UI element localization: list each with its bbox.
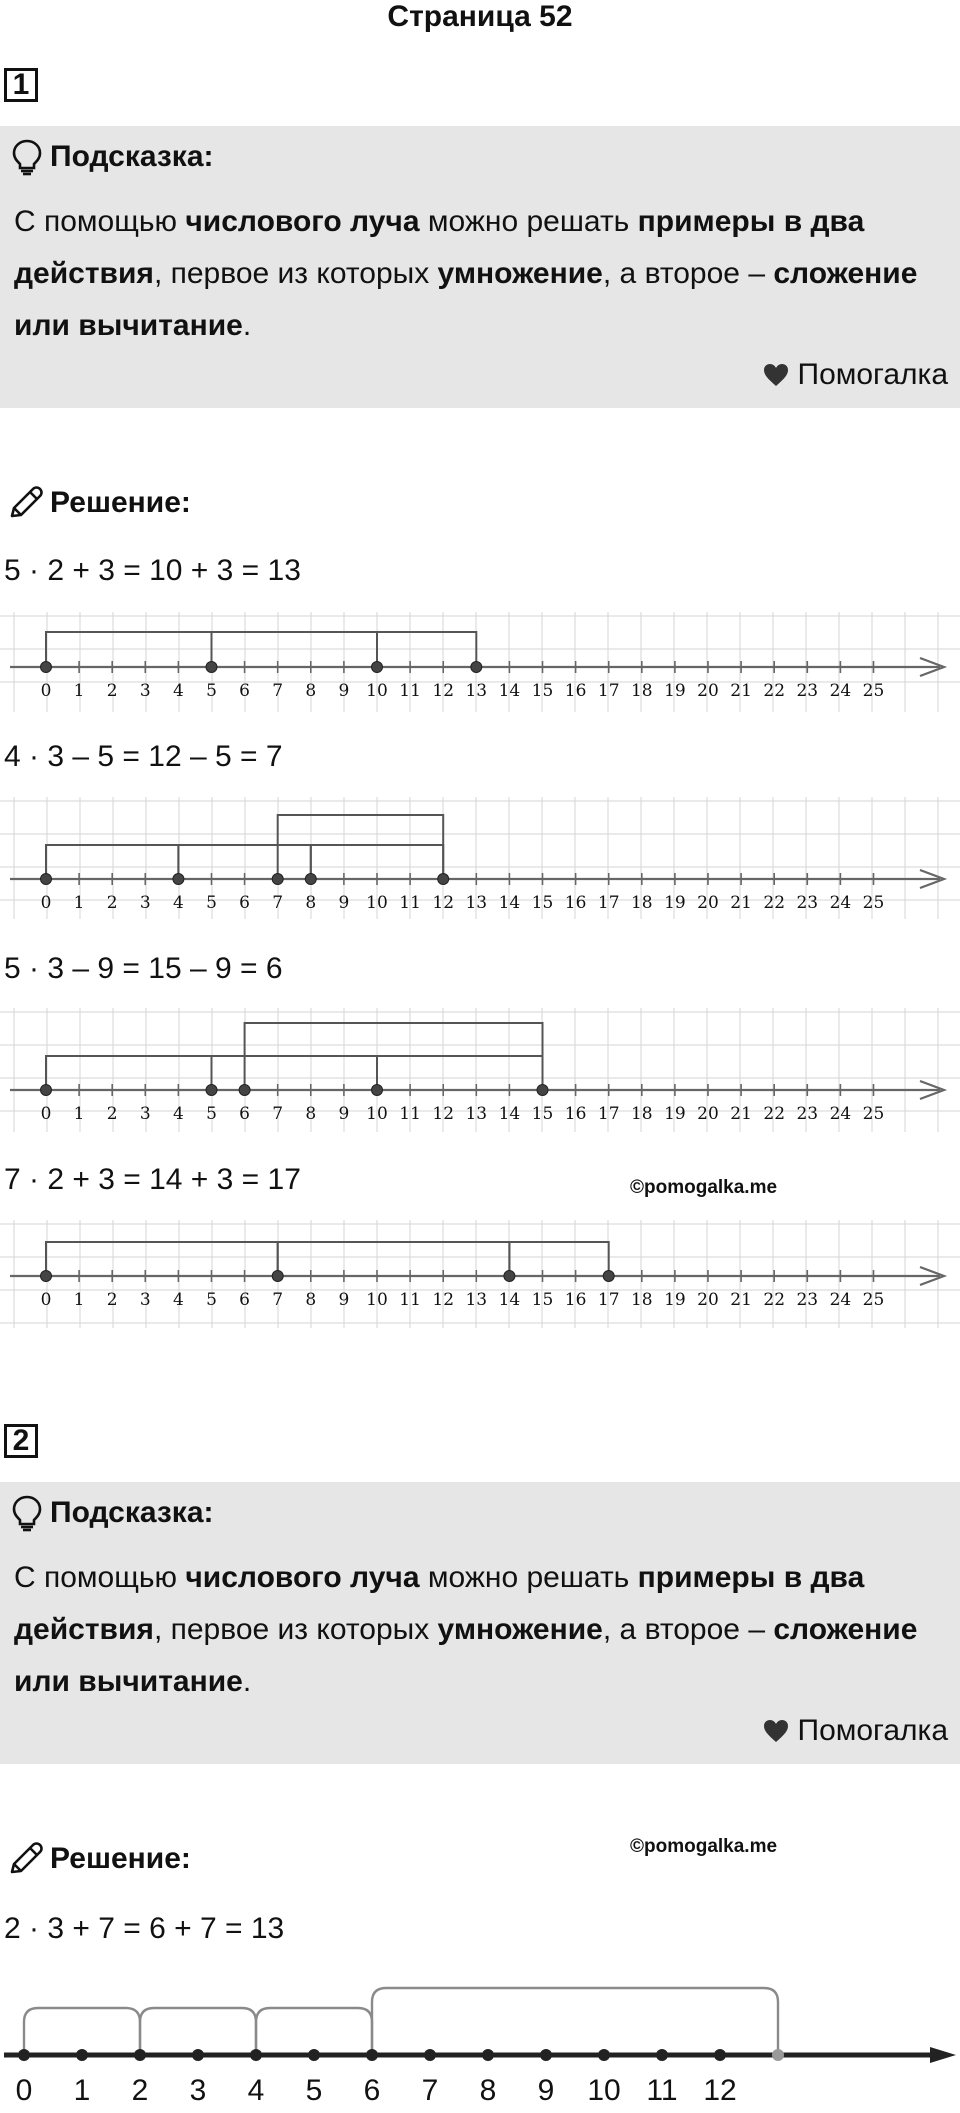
tick-label: 19 bbox=[664, 1104, 686, 1124]
jump-arc bbox=[46, 1056, 212, 1090]
tick-label: 8 bbox=[305, 1104, 317, 1124]
tick-label: 21 bbox=[730, 681, 752, 701]
tick-label: 0 bbox=[40, 1104, 52, 1124]
number-line-1 bbox=[0, 612, 960, 712]
point-dot bbox=[305, 874, 316, 885]
tick-label: 2 bbox=[106, 893, 118, 913]
tick-label: 25 bbox=[862, 893, 885, 913]
point-dot bbox=[603, 1271, 614, 1282]
point-dot bbox=[424, 2049, 436, 2061]
tick-label: 22 bbox=[763, 681, 786, 701]
equation-5: 2 · 3 + 7 = 6 + 7 = 13 bbox=[4, 1912, 285, 1945]
tick-label: 17 bbox=[597, 1104, 620, 1124]
brand-name: Помогалка bbox=[797, 1714, 948, 1747]
tick-label: 14 bbox=[498, 1104, 521, 1124]
tick-label: 2 bbox=[106, 681, 118, 701]
point-dot bbox=[41, 1085, 52, 1096]
point-dot bbox=[41, 662, 52, 673]
tick-label: 20 bbox=[697, 893, 719, 913]
tick-label: 0 bbox=[40, 1290, 52, 1310]
tick-label: 0 bbox=[15, 2074, 33, 2107]
tick-label: 15 bbox=[531, 1290, 554, 1310]
tick-label: 1 bbox=[73, 681, 85, 701]
tick-label: 23 bbox=[796, 893, 819, 913]
tick-label: 14 bbox=[498, 893, 521, 913]
tick-label: 2 bbox=[131, 2074, 149, 2107]
tick-label: 11 bbox=[399, 1104, 421, 1124]
point-dot bbox=[308, 2049, 320, 2061]
tick-label: 2 bbox=[106, 1104, 118, 1124]
tick-label: 3 bbox=[139, 1104, 151, 1124]
watermark: ©pomogalka.me bbox=[630, 1177, 778, 1198]
equation-2: 4 · 3 – 5 = 12 – 5 = 7 bbox=[4, 740, 283, 773]
tick-label: 13 bbox=[465, 1290, 488, 1310]
tick-label: 13 bbox=[465, 681, 488, 701]
tick-label: 18 bbox=[630, 893, 653, 913]
tick-label: 1 bbox=[73, 1290, 85, 1310]
tick-label: 21 bbox=[730, 893, 752, 913]
tick-label: 10 bbox=[366, 1104, 388, 1124]
solution-label: Решение: bbox=[50, 486, 191, 519]
tick-label: 1 bbox=[73, 1104, 85, 1124]
equation-3: 5 · 3 – 9 = 15 – 9 = 6 bbox=[4, 952, 283, 985]
tick-label: 11 bbox=[399, 1290, 421, 1310]
tick-label: 8 bbox=[305, 1290, 317, 1310]
point-dot bbox=[239, 1085, 250, 1096]
point-dot bbox=[272, 874, 283, 885]
tick-label: 4 bbox=[172, 1290, 184, 1310]
tick-label: 6 bbox=[239, 681, 251, 701]
tick-label: 8 bbox=[305, 681, 317, 701]
number-line-2 bbox=[0, 797, 960, 919]
tick-label: 15 bbox=[531, 681, 554, 701]
brand-label bbox=[762, 358, 949, 392]
tick-label: 23 bbox=[796, 1104, 819, 1124]
tick-label: 17 bbox=[597, 893, 620, 913]
lightbulb-icon bbox=[10, 1494, 44, 1532]
tick-label: 10 bbox=[587, 2074, 621, 2107]
tick-label: 1 bbox=[73, 893, 85, 913]
tick-label: 13 bbox=[465, 893, 488, 913]
tick-label: 14 bbox=[498, 1290, 521, 1310]
point-dot bbox=[206, 1085, 217, 1096]
tick-label: 8 bbox=[479, 2074, 497, 2107]
point-dot bbox=[540, 2049, 552, 2061]
point-dot bbox=[598, 2049, 610, 2061]
tick-label: 22 bbox=[763, 893, 786, 913]
jump-arc bbox=[377, 1056, 543, 1090]
tick-label: 16 bbox=[564, 1104, 587, 1124]
brand-label bbox=[762, 1714, 949, 1748]
tick-label: 6 bbox=[239, 893, 251, 913]
tick-label: 18 bbox=[630, 681, 653, 701]
point-dot bbox=[366, 2049, 378, 2061]
tick-label: 18 bbox=[630, 1104, 653, 1124]
tick-label: 7 bbox=[272, 1104, 284, 1124]
tick-label: 12 bbox=[432, 1290, 455, 1310]
tick-label: 7 bbox=[272, 893, 284, 913]
point-dot bbox=[537, 1085, 548, 1096]
tick-label: 11 bbox=[646, 2074, 678, 2107]
axis-arrow bbox=[930, 2047, 956, 2063]
watermark: ©pomogalka.me bbox=[630, 1836, 778, 1857]
tick-label: 4 bbox=[172, 1104, 184, 1124]
hint-text: С помощью числового луча можно решать примеры в два действия, первое из которых умножение, а второе – сложение или вычитание. bbox=[14, 1561, 918, 1698]
point-dot bbox=[41, 874, 52, 885]
point-dot bbox=[482, 2049, 494, 2061]
heart-icon bbox=[762, 1718, 790, 1744]
jump-arc bbox=[212, 1056, 378, 1090]
tick-label: 5 bbox=[206, 1104, 217, 1124]
jump-arc bbox=[140, 2008, 256, 2055]
tick-label: 4 bbox=[247, 2074, 265, 2107]
pencil-icon bbox=[6, 1840, 44, 1878]
tick-label: 10 bbox=[366, 681, 388, 701]
tick-label: 23 bbox=[796, 681, 819, 701]
tick-label: 20 bbox=[697, 681, 719, 701]
tick-label: 10 bbox=[366, 1290, 388, 1310]
tick-label: 12 bbox=[432, 1104, 455, 1124]
tick-label: 22 bbox=[763, 1104, 786, 1124]
equation-1: 5 · 2 + 3 = 10 + 3 = 13 bbox=[4, 554, 301, 587]
tick-label: 15 bbox=[531, 893, 554, 913]
tick-label: 1 bbox=[73, 2074, 91, 2107]
tick-label: 3 bbox=[139, 681, 151, 701]
tick-label: 9 bbox=[338, 893, 350, 913]
solution-label: Решение: bbox=[50, 1842, 191, 1875]
tick-label: 16 bbox=[564, 893, 587, 913]
tick-label: 19 bbox=[664, 681, 686, 701]
tick-label: 0 bbox=[40, 893, 52, 913]
point-dot bbox=[250, 2049, 262, 2061]
jump-arc bbox=[278, 1242, 510, 1276]
equation-4: 7 · 2 + 3 = 14 + 3 = 17 bbox=[4, 1163, 301, 1196]
tick-label: 25 bbox=[862, 1104, 885, 1124]
tick-label: 6 bbox=[239, 1290, 251, 1310]
tick-label: 14 bbox=[498, 681, 521, 701]
point-dot bbox=[134, 2049, 146, 2061]
point-dot bbox=[18, 2049, 30, 2061]
tick-label: 8 bbox=[305, 893, 317, 913]
hint-box-2 bbox=[0, 1482, 960, 1764]
jump-arc bbox=[24, 2008, 140, 2055]
tick-label: 18 bbox=[630, 1290, 653, 1310]
point-dot bbox=[41, 1271, 52, 1282]
tick-label: 3 bbox=[189, 2074, 207, 2107]
tick-label: 16 bbox=[564, 681, 587, 701]
pencil-icon bbox=[6, 484, 44, 522]
lightbulb-icon bbox=[10, 138, 44, 176]
tick-label: 17 bbox=[597, 1290, 620, 1310]
solution-header-2 bbox=[6, 1840, 191, 1878]
hint-label: Подсказка: bbox=[50, 140, 214, 173]
tick-label: 9 bbox=[537, 2074, 555, 2107]
tick-label: 24 bbox=[829, 1104, 852, 1124]
tick-label: 7 bbox=[421, 2074, 439, 2107]
hint-header bbox=[10, 1494, 214, 1532]
tick-label: 20 bbox=[697, 1104, 719, 1124]
point-dot bbox=[192, 2049, 204, 2061]
task-number-1: 1 bbox=[4, 68, 38, 102]
tick-label: 24 bbox=[829, 893, 852, 913]
solution-header-1 bbox=[6, 484, 191, 522]
page-title: Страница 52 bbox=[387, 0, 573, 33]
jump-arc bbox=[256, 2008, 372, 2055]
tick-label: 19 bbox=[664, 893, 686, 913]
point-dot bbox=[471, 662, 482, 673]
point-dot bbox=[206, 662, 217, 673]
tick-label: 0 bbox=[40, 681, 52, 701]
point-dot bbox=[76, 2049, 88, 2061]
hint-header bbox=[10, 138, 214, 176]
tick-label: 11 bbox=[399, 681, 421, 701]
tick-label: 13 bbox=[465, 1104, 488, 1124]
tick-label: 6 bbox=[239, 1104, 251, 1124]
heart-icon bbox=[762, 362, 790, 388]
point-dot bbox=[714, 2049, 726, 2061]
point-dot bbox=[272, 1271, 283, 1282]
point-dot bbox=[372, 1085, 383, 1096]
point-dot bbox=[438, 874, 449, 885]
tick-label: 25 bbox=[862, 681, 885, 701]
tick-label: 9 bbox=[338, 681, 350, 701]
jump-arc bbox=[278, 815, 444, 879]
hint-label: Подсказка: bbox=[50, 1496, 214, 1529]
tick-label: 10 bbox=[366, 893, 388, 913]
jump-arc bbox=[372, 1988, 778, 2055]
tick-label: 20 bbox=[697, 1290, 719, 1310]
tick-label: 11 bbox=[399, 893, 421, 913]
tick-label: 24 bbox=[829, 1290, 852, 1310]
tick-label: 5 bbox=[305, 2074, 323, 2107]
tick-label: 9 bbox=[338, 1104, 350, 1124]
tick-label: 12 bbox=[432, 681, 455, 701]
tick-label: 12 bbox=[432, 893, 455, 913]
tick-label: 16 bbox=[564, 1290, 587, 1310]
tick-label: 3 bbox=[139, 893, 151, 913]
point-dot bbox=[656, 2049, 668, 2061]
jump-arc bbox=[46, 1242, 278, 1276]
point-dot bbox=[772, 2049, 784, 2061]
hint-text: С помощью числового луча можно решать примеры в два действия, первое из которых умножение, а второе – сложение или вычитание. bbox=[14, 205, 918, 342]
tick-label: 7 bbox=[272, 1290, 284, 1310]
tick-label: 6 bbox=[363, 2074, 381, 2107]
tick-label: 3 bbox=[139, 1290, 151, 1310]
tick-label: 23 bbox=[796, 1290, 819, 1310]
tick-label: 4 bbox=[172, 681, 184, 701]
tick-label: 5 bbox=[206, 1290, 217, 1310]
tick-label: 2 bbox=[106, 1290, 118, 1310]
tick-label: 21 bbox=[730, 1104, 752, 1124]
brand-name: Помогалка bbox=[797, 358, 948, 391]
number-line-3 bbox=[0, 1008, 960, 1132]
tick-label: 5 bbox=[206, 893, 217, 913]
tick-label: 5 bbox=[206, 681, 217, 701]
tick-label: 17 bbox=[597, 681, 620, 701]
hint-box-1 bbox=[0, 126, 960, 408]
tick-label: 7 bbox=[272, 681, 284, 701]
tick-label: 9 bbox=[338, 1290, 350, 1310]
point-dot bbox=[504, 1271, 515, 1282]
task-number-2: 2 bbox=[4, 1424, 38, 1458]
tick-label: 15 bbox=[531, 1104, 554, 1124]
tick-label: 21 bbox=[730, 1290, 752, 1310]
tick-label: 24 bbox=[829, 681, 852, 701]
point-dot bbox=[173, 874, 184, 885]
tick-label: 12 bbox=[703, 2074, 737, 2107]
jump-arc bbox=[509, 1242, 608, 1276]
point-dot bbox=[372, 662, 383, 673]
tick-label: 25 bbox=[862, 1290, 885, 1310]
tick-label: 19 bbox=[664, 1290, 686, 1310]
number-line-5 bbox=[0, 1972, 960, 2113]
tick-label: 22 bbox=[763, 1290, 786, 1310]
tick-label: 4 bbox=[172, 893, 184, 913]
number-line-4 bbox=[0, 1220, 960, 1328]
